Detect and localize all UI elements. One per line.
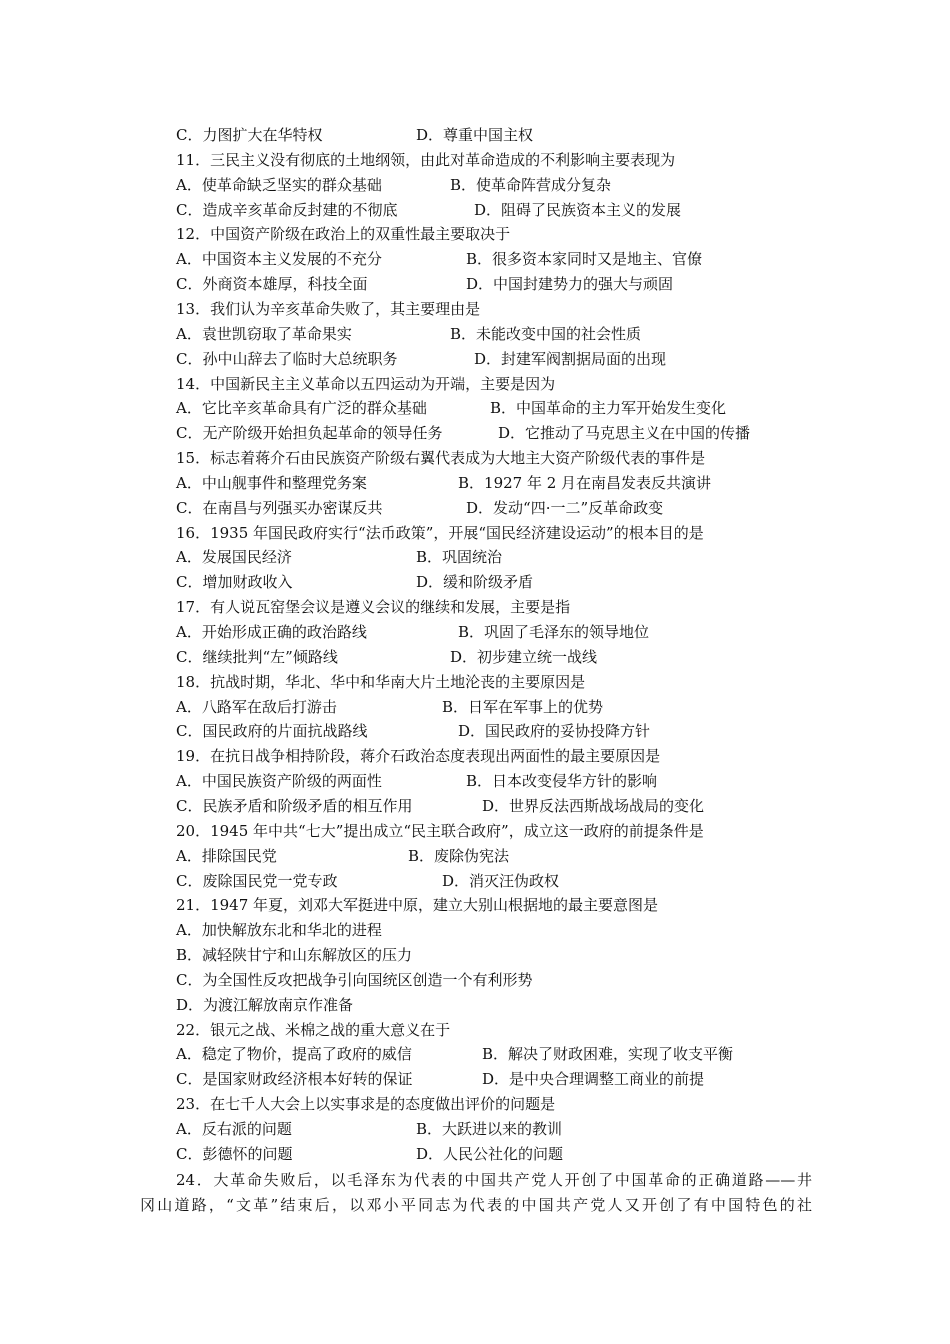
- answer-option: C．废除国民党一党专政: [176, 871, 338, 890]
- answer-option: C．力图扩大在华特权: [176, 126, 323, 144]
- answer-option: B．日军在军事上的优势: [442, 697, 604, 716]
- question-stem: 13．我们认为辛亥革命失败了，其主要理由是: [176, 299, 481, 318]
- answer-option: C．彭德怀的问题: [176, 1144, 293, 1163]
- answer-option: B．中国革命的主力军开始发生变化: [490, 399, 727, 418]
- answer-option: A．稳定了物价，提高了政府的威信: [176, 1045, 412, 1064]
- question-24: [140, 1168, 812, 1218]
- answer-option: A．加快解放东北和华北的进程: [176, 921, 382, 940]
- question-stem: 22．银元之战、米棉之战的重大意义在于: [176, 1020, 451, 1039]
- answer-option: C．外商资本雄厚，科技全面: [176, 275, 368, 294]
- answer-option: D．国民政府的妥协投降方针: [458, 722, 651, 741]
- answer-option: C．是国家财政经济根本好转的保证: [176, 1070, 413, 1089]
- question-stem: 11．三民主义没有彻底的土地纲领，由此对革命造成的不利影响主要表现为: [176, 150, 676, 169]
- answer-option: B．未能改变中国的社会性质: [450, 324, 642, 343]
- answer-option: B．很多资本家同时又是地主、官僚: [466, 250, 703, 269]
- answer-option: A．中国民族资产阶级的两面性: [176, 772, 382, 791]
- answer-option: D．发动“四·一二”反革命政变: [466, 498, 664, 517]
- answer-option: A．发展国民经济: [176, 548, 292, 567]
- answer-option: B．减轻陕甘宁和山东解放区的压力: [176, 946, 413, 965]
- question-stem: 18．抗战时期，华北、华中和华南大片土地沦丧的主要原因是: [176, 672, 586, 691]
- answer-option: A．中国资本主义发展的不充分: [176, 250, 382, 269]
- answer-option: C．在南昌与列强买办密谋反共: [176, 498, 383, 517]
- question-stem: 12．中国资产阶级在政治上的双重性最主要取决于: [176, 225, 511, 244]
- answer-option: B．使革命阵营成分复杂: [450, 175, 612, 194]
- answer-option: A．袁世凯窃取了革命果实: [176, 324, 352, 343]
- question-24-line-1: 24．大革命失败后，以毛泽东为代表的中国共产党人开创了中国革命的正确道路——井: [176, 1171, 812, 1189]
- answer-option: A．反右派的问题: [176, 1120, 292, 1138]
- answer-option: A．使革命缺乏坚实的群众基础: [176, 175, 382, 194]
- answer-option: C．民族矛盾和阶级矛盾的相互作用: [176, 796, 413, 815]
- question-stem: 16．1935 年国民政府实行“法币政策”，开展“国民经济建设运动”的根本目的是: [176, 523, 704, 542]
- question-stem: 17．有人说瓦窑堡会议是遵义会议的继续和发展，主要是指: [176, 598, 571, 617]
- answer-option: B．解决了财政困难，实现了收支平衡: [482, 1045, 734, 1064]
- answer-option: A．开始形成正确的政治路线: [176, 623, 367, 641]
- answer-option: B．巩固了毛泽东的领导地位: [458, 623, 650, 641]
- answer-option: D．阻碍了民族资本主义的发展: [474, 200, 682, 219]
- answer-option: D．世界反法西斯战场战局的变化: [482, 796, 705, 815]
- answer-option: D．为渡江解放南京作准备: [176, 995, 354, 1014]
- answer-option: C．国民政府的片面抗战路线: [176, 722, 368, 741]
- answer-option: B．1927 年 2 月在南昌发表反共演讲: [458, 473, 712, 492]
- question-stem: 19．在抗日战争相持阶段，蒋介石政治态度表现出两面性的最主要原因是: [176, 747, 661, 766]
- answer-option: C．造成辛亥革命反封建的不彻底: [176, 200, 398, 219]
- answer-option: A．中山舰事件和整理党务案: [176, 473, 367, 492]
- answer-option: B．巩固统治: [416, 548, 503, 567]
- answer-option: D．中国封建势力的强大与顽固: [466, 275, 674, 294]
- question-stem: 14．中国新民主主义革命以五四运动为开端，主要是因为: [176, 374, 556, 393]
- answer-option: A．它比辛亥革命具有广泛的群众基础: [176, 399, 427, 418]
- answer-option: A．排除国民党: [176, 846, 277, 865]
- answer-option: D．它推动了马克思主义在中国的传播: [498, 424, 751, 443]
- answer-option: B．废除伪宪法: [408, 846, 510, 865]
- answer-option: D．尊重中国主权: [416, 126, 534, 144]
- question-stem: 21．1947 年夏，刘邓大军挺进中原，建立大别山根据地的最主要意图是: [176, 896, 659, 915]
- question-stem: 15．标志着蒋介石由民族资产阶级右翼代表成为大地主大资产阶级代表的事件是: [176, 449, 706, 468]
- answer-option: C．无产阶级开始担负起革命的领导任务: [176, 424, 443, 443]
- answer-option: D．消灭汪伪政权: [442, 871, 560, 890]
- answer-option: C．增加财政收入: [176, 573, 293, 592]
- question-24-line-2: 冈山道路，“文革”结束后，以邓小平同志为代表的中国共产党人又开创了有中国特色的社: [140, 1196, 812, 1214]
- answer-option: D．是中央合理调整工商业的前提: [482, 1070, 705, 1089]
- answer-option: D．初步建立统一战线: [450, 647, 598, 666]
- answer-option: D．封建军阀割据局面的出现: [474, 349, 667, 368]
- answer-option: A．八路军在敌后打游击: [176, 697, 337, 716]
- answer-option: B．日本改变侵华方针的影响: [466, 772, 658, 791]
- answer-option: C．为全国性反攻把战争引向国统区创造一个有利形势: [176, 970, 533, 989]
- answer-option: D．缓和阶级矛盾: [416, 573, 534, 592]
- answer-option: C．孙中山辞去了临时大总统职务: [176, 349, 398, 368]
- answer-option: B．大跃进以来的教训: [416, 1120, 563, 1138]
- answer-option: D．人民公社化的问题: [416, 1144, 564, 1163]
- answer-option: C．继续批判“左”倾路线: [176, 647, 338, 666]
- question-stem: 23．在七千人大会上以实事求是的态度做出评价的问题是: [176, 1095, 556, 1114]
- question-stem: 20．1945 年中共“七大”提出成立“民主联合政府”，成立这一政府的前提条件是: [176, 821, 704, 840]
